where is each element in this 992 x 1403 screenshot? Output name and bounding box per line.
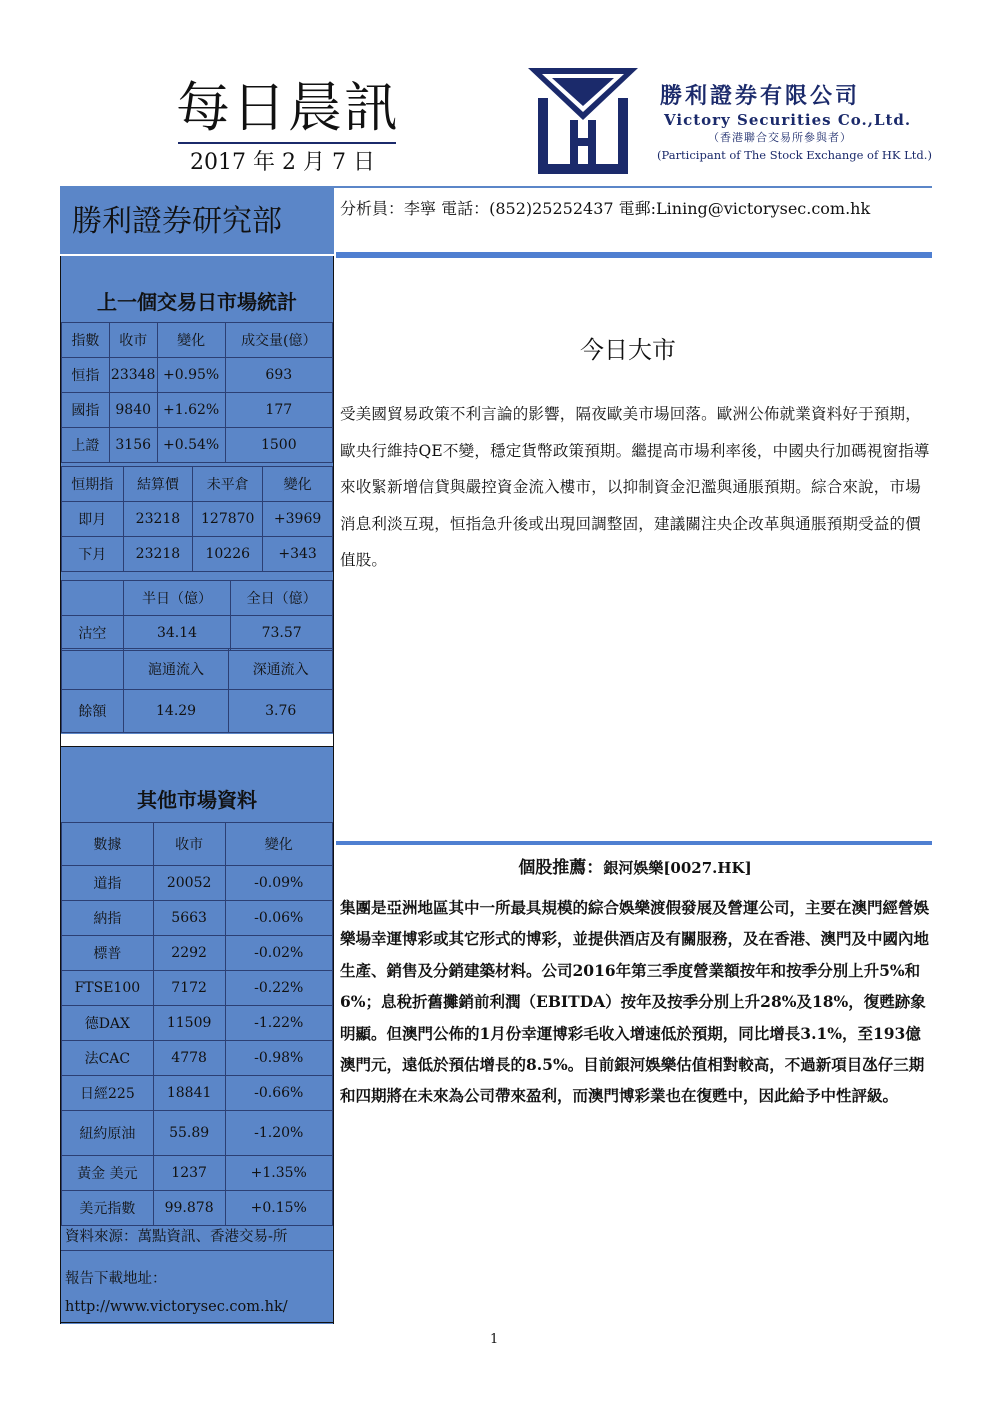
table-header-cell: 未平倉 (193, 467, 263, 502)
table-cell: 55.89 (153, 1111, 225, 1156)
table-header-cell: 恒期指 (62, 467, 124, 502)
member-note-en: (Participant of The Stock Exchange of HK Ltd.) (657, 148, 932, 162)
table-cell: +3969 (263, 502, 333, 537)
table-header-cell: 指數 (62, 323, 110, 358)
table-cell: 10226 (193, 537, 263, 572)
download-label: 報告下載地址： (65, 1271, 167, 1287)
table-cell: +343 (263, 537, 333, 572)
table-row (62, 393, 333, 428)
table-cell: 23348 (109, 358, 157, 393)
table-header-cell (62, 649, 124, 690)
table-header-cell: 成交量(億） (225, 323, 332, 358)
table-row (62, 428, 333, 463)
table-header-cell: 變化 (263, 467, 333, 502)
table-cell: 法CAC (62, 1041, 154, 1076)
table-cell: 34.14 (123, 616, 231, 651)
table-cell: 20052 (153, 866, 225, 901)
table-cell: 9840 (109, 393, 157, 428)
table-cell: 99.878 (153, 1191, 225, 1226)
table-cell: -1.22% (225, 1006, 333, 1041)
table-cell: 23218 (123, 537, 193, 572)
report-title: 每日晨訊 (176, 76, 400, 139)
table-cell: 德DAX (62, 1006, 154, 1041)
table-cell: 1237 (153, 1156, 225, 1191)
table-cell: 納指 (62, 901, 154, 936)
market-heading: 今日大市 (580, 336, 676, 364)
table-row (62, 866, 333, 901)
table-cell: 餘額 (62, 690, 124, 733)
data-source: 資料來源：萬點資訊、香港交易-所 (65, 1229, 288, 1245)
table-cell: +0.95% (157, 358, 225, 393)
table-cell: 4778 (153, 1041, 225, 1076)
download-link[interactable]: http://www.victorysec.com.hk/ (65, 1299, 288, 1315)
stock-heading (340, 856, 930, 880)
table-cell: -0.09% (225, 866, 333, 901)
table-cell: -0.66% (225, 1076, 333, 1111)
table-cell: FTSE100 (62, 971, 154, 1006)
table-row (62, 690, 333, 733)
table-cell: 73.57 (231, 616, 333, 651)
sidebar-bottom (61, 1322, 333, 1323)
table-header-cell: 數據 (62, 823, 154, 866)
table-cell: -0.22% (225, 971, 333, 1006)
table-cell: 紐約原油 (62, 1111, 154, 1156)
section-gap (61, 734, 333, 746)
table-cell: 1500 (225, 428, 332, 463)
page-number: 1 (490, 1332, 499, 1347)
analyst-info: 分析員：李寧 電話：(852)25252437 電郵:Lining@victorysec.com.hk (340, 199, 871, 218)
table-cell: +1.35% (225, 1156, 333, 1191)
other-markets-title: 其他市場資料 (137, 788, 257, 812)
victory-securities-logo (528, 68, 638, 178)
stock-name: 銀河娛樂[0027.HK] (603, 859, 752, 877)
stock-commentary: 集團是亞洲地區其中一所最具規模的綜合娛樂渡假發展及營運公司，主要在澳門經營娛樂場幸運博彩或其它形式的博彩，並提供酒店及有關服務，及在香港、澳門及中國內地生產、銷售及分銷建築材料。公司2016年第三季度營業額按年和按季分別上升5%和6%；息稅折舊攤銷前利潤（EBITDA）按年及按季分別上升28%及18%，復甦跡象明顯。但澳門公佈的1月份幸運博彩毛收入增速低於預期，同比增長3.1%，至193億澳門元，遠低於預估增長的8.5%。目前銀河娛樂估值相對較高，不過新項目氹仔三期和四期將在未來為公司帶來盈利，而澳門博彩業也在復甦中，因此給予中性評級。 (340, 898, 930, 1106)
title-underline (178, 142, 396, 144)
table-cell: 693 (225, 358, 332, 393)
table-row (62, 1111, 333, 1156)
table-header-cell: 滬通流入 (123, 649, 229, 690)
table-header-cell: 變化 (225, 823, 333, 866)
table-cell: 23218 (123, 502, 193, 537)
short-selling-table (61, 580, 333, 651)
table-cell: 下月 (62, 537, 124, 572)
table-cell: +1.62% (157, 393, 225, 428)
other-markets-table (61, 822, 333, 1226)
table-row (62, 1191, 333, 1226)
table-header-row (62, 323, 333, 358)
market-commentary: 受美國貿易政策不利言論的影響，隔夜歐美市場回落。歐洲公佈就業資料好于預期，歐央行維持QE不變，穩定貨幣政策預期。繼提高市場利率後，中國央行加碼視窗指導來收緊新增信貸與嚴控資金流入樓市，以抑制資金氾濫與通脹預期。綜合來說，市場消息利淡互現，恒指急升後或出現回調整固，建議關注央企改革與通脹預期受益的價值股。 (340, 405, 930, 569)
report-date: 2017 年 2 月 7 日 (190, 150, 375, 175)
table-cell: 沽空 (62, 616, 124, 651)
connect-flow-table (61, 648, 333, 733)
company-name-en: Victory Securities Co.,Ltd. (664, 111, 912, 129)
market-stats-title: 上一個交易日市場統計 (97, 290, 297, 314)
table-header-cell: 收市 (109, 323, 157, 358)
table-cell: +0.15% (225, 1191, 333, 1226)
table-header-cell: 變化 (157, 323, 225, 358)
table-row (62, 502, 333, 537)
table-cell: -0.02% (225, 936, 333, 971)
table-header-cell: 結算價 (123, 467, 193, 502)
table-cell: -0.06% (225, 901, 333, 936)
section-divider (61, 746, 333, 747)
table-header-cell: 全日（億） (231, 581, 333, 616)
company-name-cn: 勝利證券有限公司 (660, 83, 861, 109)
table-cell: 黃金 美元 (62, 1156, 154, 1191)
dept-name: 勝利證券研究部 (72, 204, 282, 239)
table-cell: -0.98% (225, 1041, 333, 1076)
table-row (62, 616, 333, 651)
member-note-cn: （香港聯合交易所參與者） (708, 131, 852, 144)
table-cell: 美元指數 (62, 1191, 154, 1226)
index-table (61, 322, 333, 463)
dept-banner (60, 188, 334, 254)
futures-table (61, 466, 333, 572)
table-row (62, 1041, 333, 1076)
table-cell: 127870 (193, 502, 263, 537)
table-cell: 恒指 (62, 358, 110, 393)
table-header-row (62, 467, 333, 502)
table-cell: 3156 (109, 428, 157, 463)
table-cell: 標普 (62, 936, 154, 971)
table-header-cell (62, 581, 124, 616)
table-row (62, 358, 333, 393)
table-header-row (62, 649, 333, 690)
table-row (62, 971, 333, 1006)
table-header-row (62, 581, 333, 616)
table-header-cell: 收市 (153, 823, 225, 866)
table-row (62, 1156, 333, 1191)
table-cell: 5663 (153, 901, 225, 936)
table-cell: 日經225 (62, 1076, 154, 1111)
table-cell: 上證 (62, 428, 110, 463)
table-row (62, 936, 333, 971)
table-cell: +0.54% (157, 428, 225, 463)
table-header-cell: 深通流入 (229, 649, 333, 690)
stock-label: 個股推薦： (518, 858, 604, 878)
table-header-cell: 半日（億） (123, 581, 231, 616)
table-cell: 道指 (62, 866, 154, 901)
table-row (62, 901, 333, 936)
table-row (62, 1076, 333, 1111)
market-sidebar (60, 256, 334, 1324)
footer-divider (61, 1250, 333, 1251)
table-cell: 18841 (153, 1076, 225, 1111)
table-row (62, 537, 333, 572)
table-cell: 國指 (62, 393, 110, 428)
table-cell: 14.29 (123, 690, 229, 733)
table-header-row (62, 823, 333, 866)
table-cell: 即月 (62, 502, 124, 537)
section-rule (336, 252, 932, 258)
table-cell: 2292 (153, 936, 225, 971)
table-cell: 177 (225, 393, 332, 428)
table-cell: 3.76 (229, 690, 333, 733)
table-cell: -1.20% (225, 1111, 333, 1156)
stock-section-rule (336, 841, 932, 845)
table-row (62, 1006, 333, 1041)
table-cell: 7172 (153, 971, 225, 1006)
table-cell: 11509 (153, 1006, 225, 1041)
